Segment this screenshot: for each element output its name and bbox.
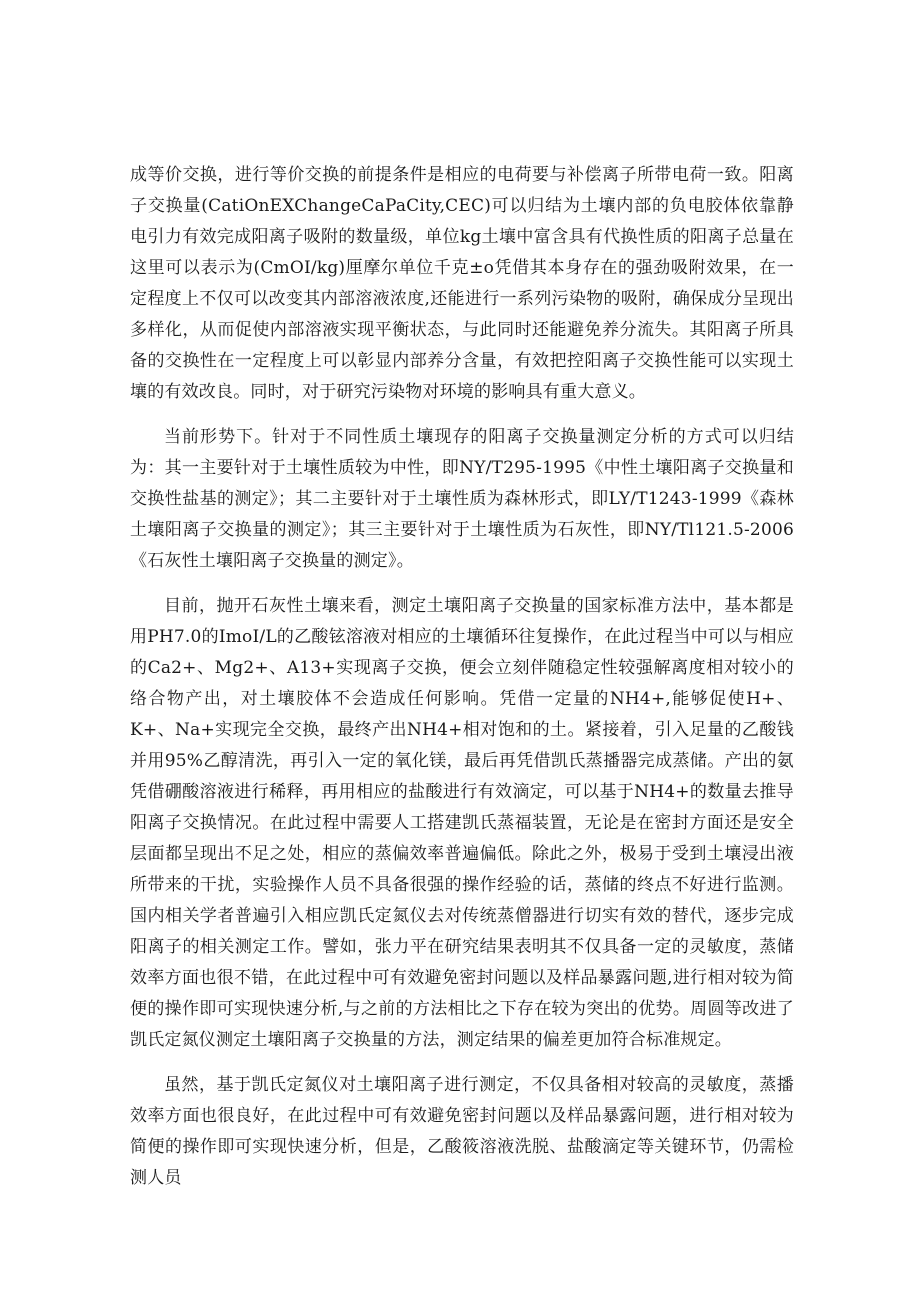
paragraph-limitations: 虽然，基于凯氏定氮仪对土壤阳离子进行测定，不仅具备相对较高的灵敏度，蒸播效率方面也很良好，在此过程中可有效避免密封问题以及样品暴露问题，进行相对较为简便的操作即可实现快速分析，但是，乙酸筱溶液洗脱、盐酸滴定等关键环节，仍需检测人员: [130, 1075, 794, 1188]
paragraph-measurement-standards: 当前形势下。针对于不同性质土壤现存的阳离子交换量测定分析的方式可以归结为：其一主要针对于土壤性质较为中性，即NY/T295-1995《中性土壤阳离子交换量和交换性盐基的测定》；其二主要针对于土壤性质为森林形式，即LY/T1243-1999《森林土壤阳离子交换量的测定》；其三主要针对于土壤性质为石灰性，即NY/Tl121.5-2006《石灰性土壤阳离子交换量的测定》。: [130, 427, 794, 571]
paragraph-kjeldahl-method: 目前，抛开石灰性土壤来看，测定土壤阳离子交换量的国家标准方法中，基本都是用PH7.0的ImoI/L的乙酸铉溶液对相应的土壤循环往复操作，在此过程当中可以与相应的Ca2+、Mg2+、A13+实现离子交换，便会立刻伴随稳定性较强解离度相对较小的络合物产出，对土壤胶体不会造成任何影响。凭借一定量的NH4+,能够促使H+、K+、Na+实现完全交换，最终产出NH4+相对饱和的土。紧接着，引入足量的乙酸钱并用95%乙醇清洗，再引入一定的氧化镁，最后再凭借凯氏蒸播器完成蒸储。产出的氨凭借硼酸溶液进行稀释，再用相应的盐酸进行有效滴定，可以基于NH4+的数量去推导阳离子交换情况。在此过程中需要人工搭建凯氏蒸福装置，无论是在密封方面还是安全层面都呈现出不足之处，相应的蒸偏效率普遍偏低。除此之外，极易于受到土壤浸出液所带来的干扰，实验操作人员不具备很强的操作经验的话，蒸储的终点不好进行监测。国内相关学者普遍引入相应凯氏定氮仪去对传统蒸僧器进行切实有效的替代，逐步完成阳离子的相关测定工作。譬如，张力平在研究结果表明其不仅具备一定的灵敏度，蒸储效率方面也很不错，在此过程中可有效避免密封问题以及样品暴露问题,进行相对较为简便的操作即可实现快速分析,与之前的方法相比之下存在较为突出的优势。周圆等改进了凯氏定氮仪测定土壤阳离子交换量的方法，测定结果的偏差更加符合标准规定。: [130, 596, 794, 1050]
document-body: [130, 160, 794, 1208]
paragraph-cec-definition: 成等价交换，进行等价交换的前提条件是相应的电荷要与补偿离子所带电荷一致。阳离子交换量(CatiOnEXChangeCaPaCity,CEC)可以归结为土壤内部的负电胶体依靠静电引力有效完成阳离子吸附的数量级，单位kg土壤中富含具有代换性质的阳离子总量在这里可以表示为(CmOI/kg)厘摩尔单位千克±o凭借其本身存在的强劲吸附效果，在一定程度上不仅可以改变其内部溶液浓度,还能进行一系列污染物的吸附，确保成分呈现出多样化，从而促使内部溶液实现平衡状态，与此同时还能避免养分流失。其阳离子所具备的交换性在一定程度上可以彰显内部养分含量，有效把控阳离子交换性能可以实现土壤的有效改良。同时，对于研究污染物对环境的影响具有重大意义。: [130, 165, 794, 402]
